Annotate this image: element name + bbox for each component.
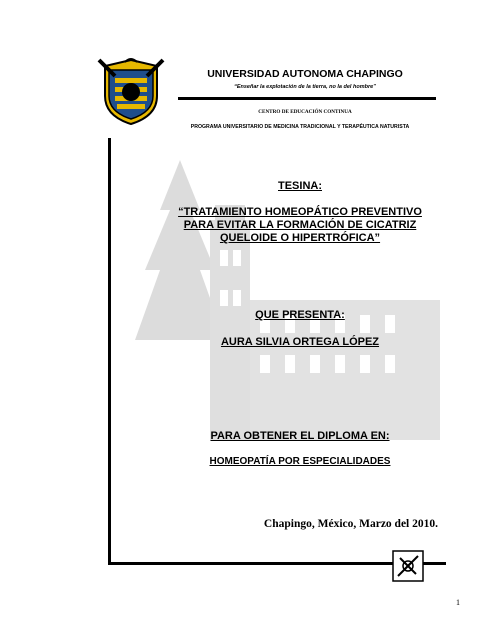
university-seal-icon <box>95 56 167 128</box>
thesis-title-line: “TRATAMIENTO HOMEOPÁTICO PREVENTIVO <box>178 206 422 218</box>
place-date: Chapingo, México, Marzo del 2010. <box>263 518 438 530</box>
author-name: AURA SILVIA ORTEGA LÓPEZ <box>220 336 380 348</box>
program-emblem-icon <box>392 550 424 582</box>
presenta-label: QUE PRESENTA: <box>255 309 345 321</box>
university-motto: “Enseñar la explotación de la tierra, no la del hombre” <box>234 84 376 90</box>
obtener-label: PARA OBTENER EL DIPLOMA EN: <box>210 430 390 442</box>
tesina-label: TESINA: <box>278 180 322 192</box>
left-frame-line <box>108 138 111 565</box>
thesis-title <box>150 206 450 245</box>
university-name: UNIVERSIDAD AUTONOMA CHAPINGO <box>207 68 403 80</box>
thesis-title-line: QUELOIDE O HIPERTRÓFICA” <box>219 232 381 244</box>
centro-name: CENTRO DE EDUCACIÓN CONTINUA <box>258 109 352 115</box>
diploma-name: HOMEOPATÍA POR ESPECIALIDADES <box>209 456 391 467</box>
programa-name: PROGRAMA UNIVERSITARIO DE MEDICINA TRADICIONAL Y TERAPÉUTICA NATURISTA <box>190 124 410 130</box>
thesis-title-line: PARA EVITAR LA FORMACIÓN DE CICATRIZ <box>183 219 417 231</box>
page-number: 1 <box>456 598 460 607</box>
building-watermark <box>120 150 450 450</box>
header-rule <box>178 97 436 100</box>
